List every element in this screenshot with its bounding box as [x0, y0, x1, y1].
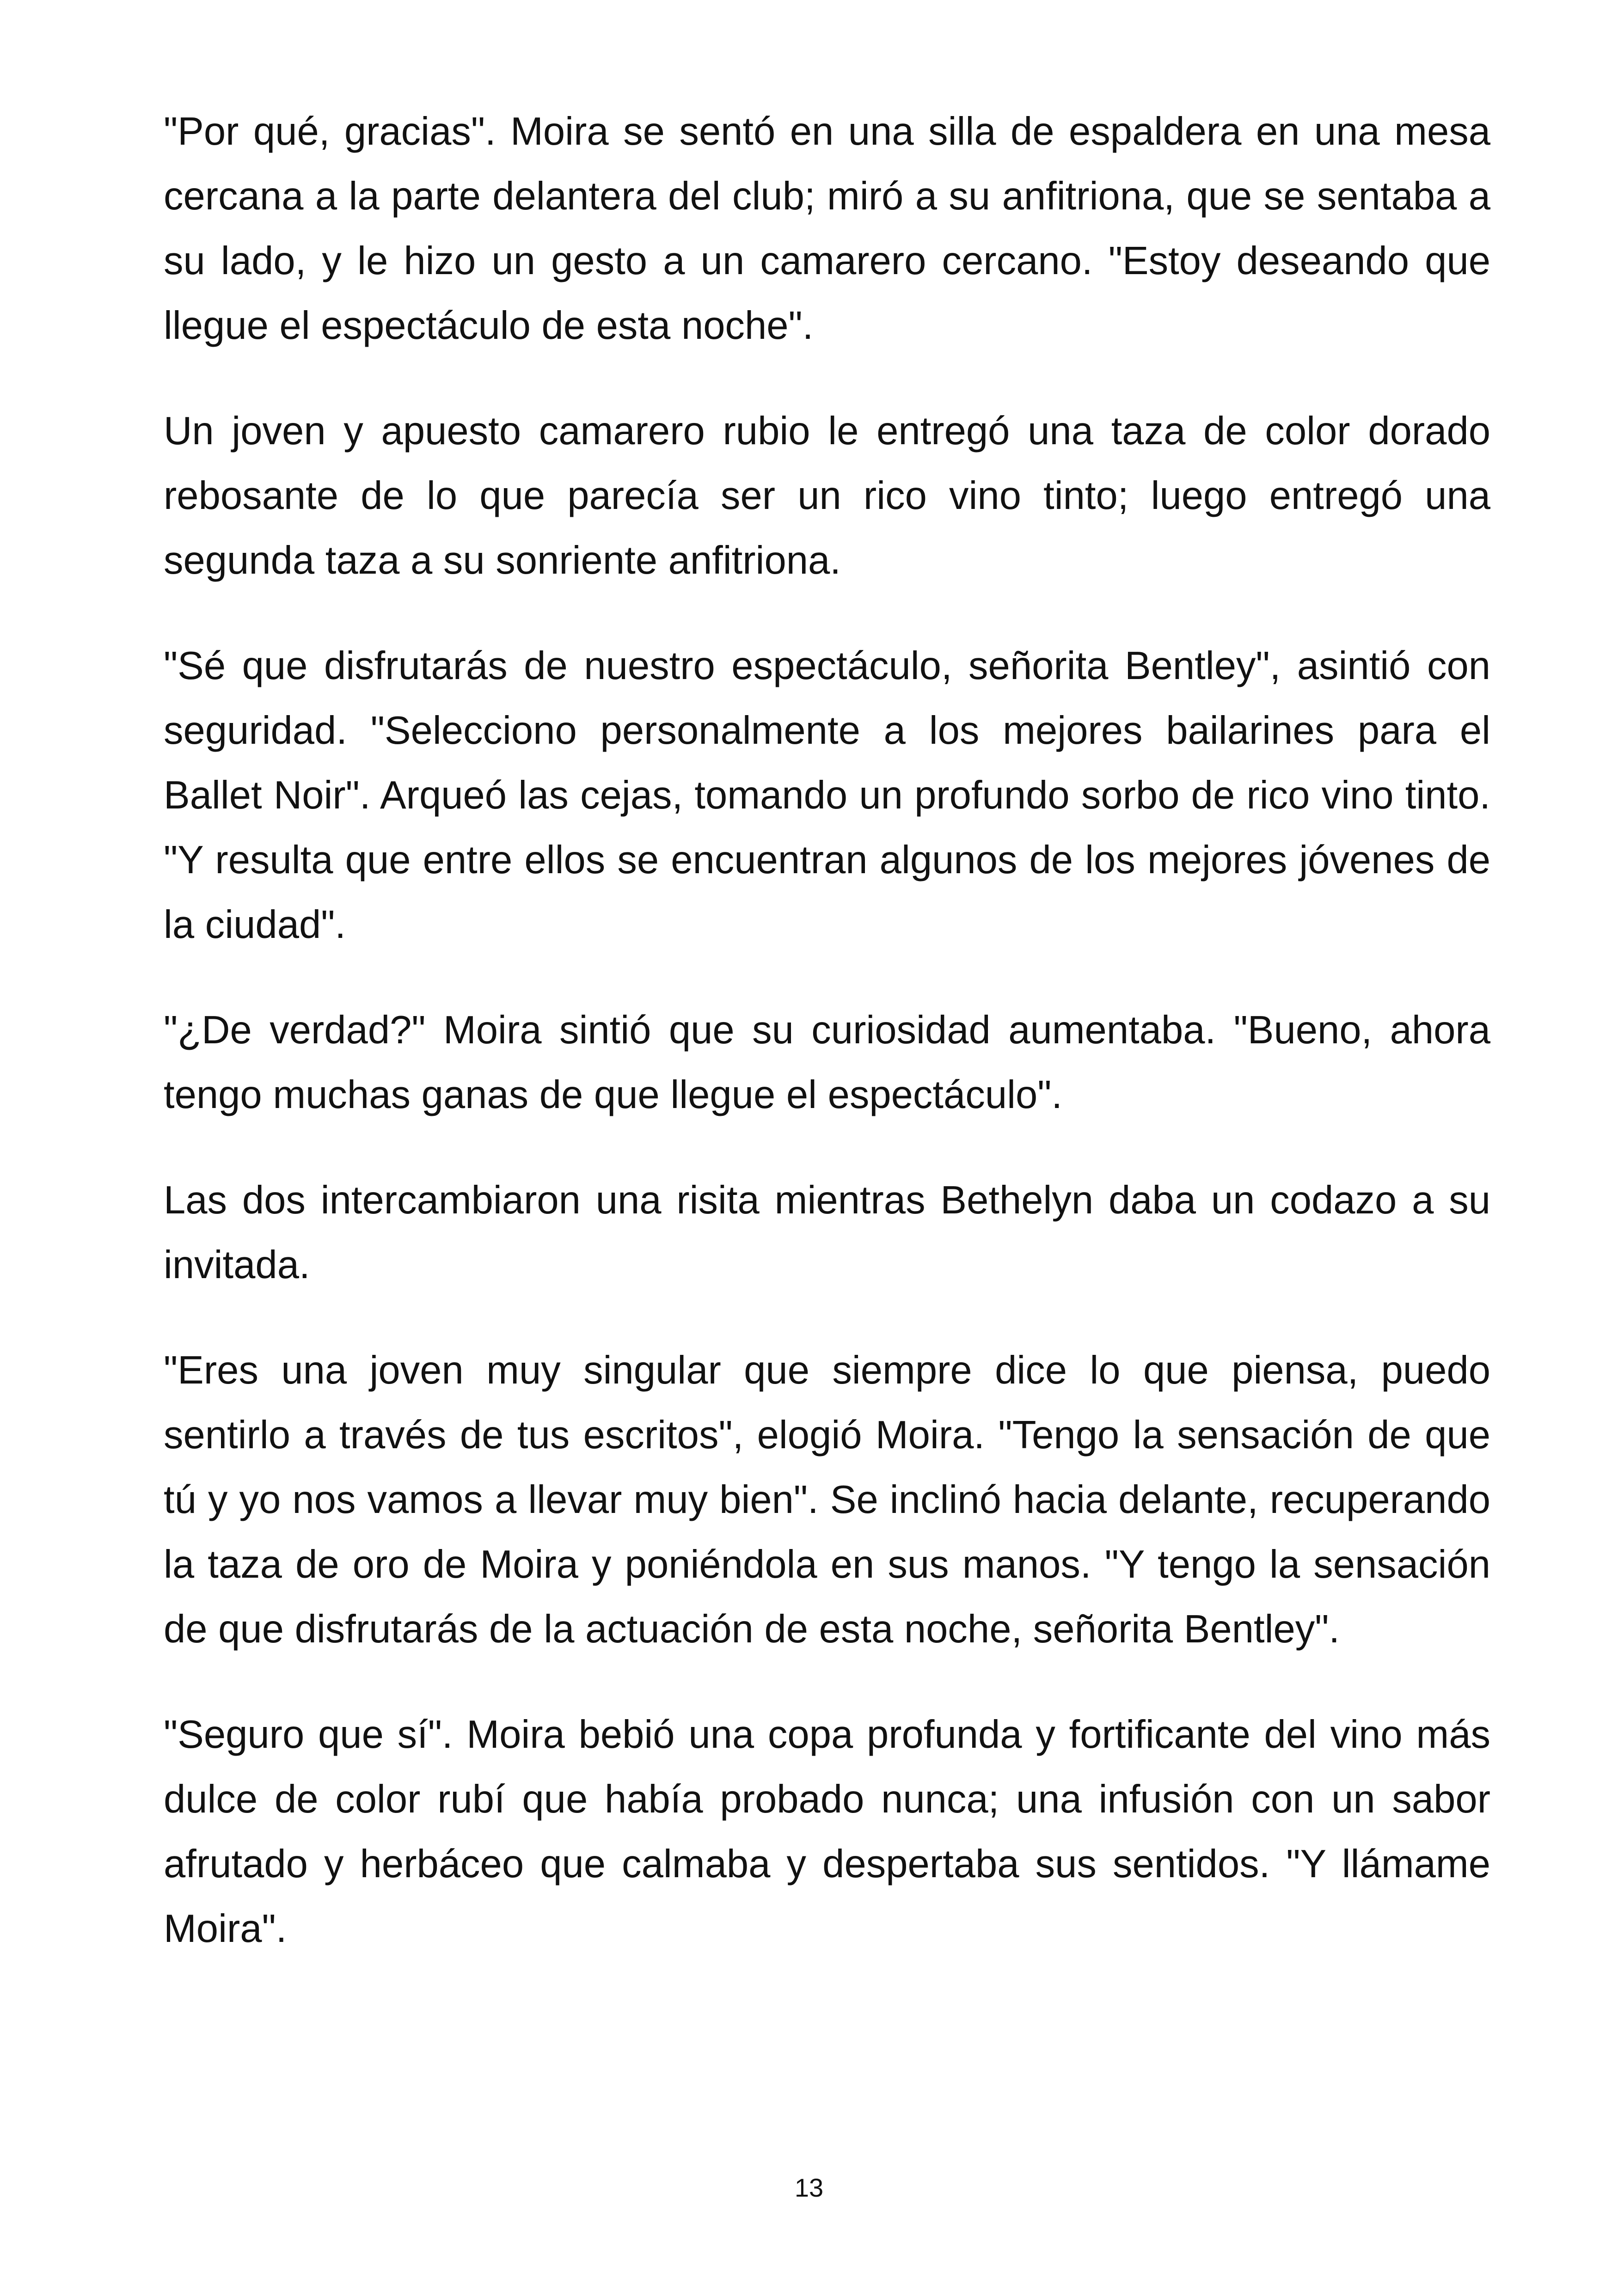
paragraph-5: Las dos intercambiaron una risita mientras Bethelyn daba un codazo a su invitada. — [164, 1178, 1490, 1287]
paragraph-7: "Seguro que sí". Moira bebió una copa profunda y fortificante del vino más dulce de color rubí que había probado nunca; una infusión con un sabor afrutado y herbáceo que calmaba y despertaba sus sentidos. "Y llámame Moira". — [164, 1713, 1490, 1951]
paragraph-4: "¿De verdad?" Moira sintió que su curiosidad aumentaba. "Bueno, ahora tengo muchas ganas de que llegue el espectáculo". — [164, 1008, 1490, 1117]
paragraph-2: Un joven y apuesto camarero rubio le entregó una taza de color dorado rebosante de lo que parecía ser un rico vino tinto; luego entregó una segunda taza a su sonriente anfitriona. — [164, 409, 1490, 582]
body-text — [164, 99, 1490, 2002]
page-number: 13 — [794, 2173, 824, 2202]
paragraph-3: "Sé que disfrutarás de nuestro espectáculo, señorita Bentley", asintió con seguridad. "Selecciono personalmente a los mejores bailarines para el Ballet Noir". Arqueó las cejas, tomando un profundo sorbo de rico vino tinto. "Y resulta que entre ellos se encuentran algunos de los mejores jóvenes de la ciudad". — [164, 644, 1490, 947]
paragraph-6: "Eres una joven muy singular que siempre dice lo que piensa, puedo sentirlo a través de tus escritos", elogió Moira. "Tengo la sensación de que tú y yo nos vamos a llevar muy bien". Se inclinó hacia delante, recuperando la taza de oro de Moira y poniéndola en sus manos. "Y tengo la sensación de que disfrutarás de la actuación de esta noche, señorita Bentley". — [164, 1348, 1490, 1651]
paragraph-1: "Por qué, gracias". Moira se sentó en una silla de espaldera en una mesa cercana a la parte delantera del club; miró a su anfitriona, que se sentaba a su lado, y le hizo un gesto a un camarero cercano. "Estoy deseando que llegue el espectáculo de esta noche". — [164, 110, 1490, 348]
